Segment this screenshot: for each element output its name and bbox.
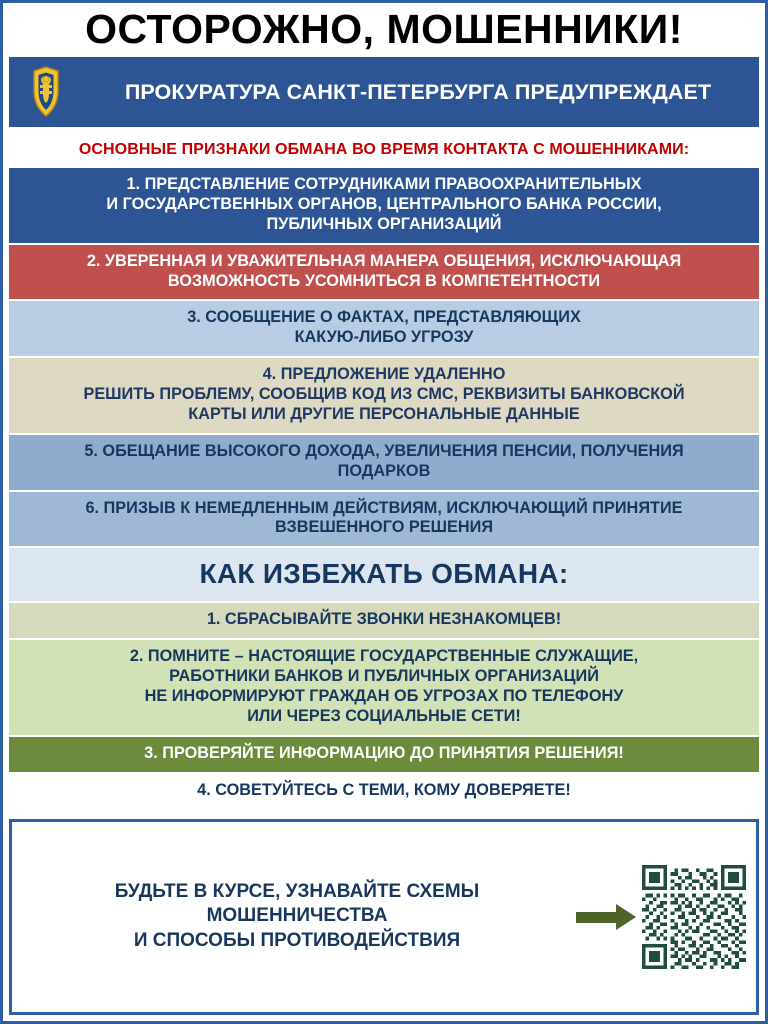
arrow-right-icon (576, 904, 638, 930)
footer-text (22, 880, 576, 954)
sign-line: 2. УВЕРЕННАЯ И УВАЖИТЕЛЬНАЯ МАНЕРА ОБЩЕНИЯ, ИСКЛЮЧАЮЩАЯ (86, 251, 682, 270)
footer-line-1: БУДЬТЕ В КУРСЕ, УЗНАВАЙТЕ СХЕМЫ МОШЕННИЧЕСТВА (114, 880, 480, 927)
sign-item-5 (9, 435, 759, 490)
tip-item-2 (9, 640, 759, 735)
sign-item-4 (9, 358, 759, 433)
tip-line: РАБОТНИКИ БАНКОВ И ПУБЛИЧНЫХ ОРГАНИЗАЦИЙ (169, 667, 599, 686)
sign-line: ПОДАРКОВ (337, 461, 431, 480)
sign-item-3 (9, 301, 759, 356)
tip-item-3 (9, 737, 759, 772)
tip-line: 4. СОВЕТУЙТЕСЬ С ТЕМИ, КОМУ ДОВЕРЯЕТЕ! (197, 780, 571, 799)
sign-item-1 (9, 168, 759, 243)
sign-item-6 (9, 492, 759, 547)
section-signs-subtitle: ОСНОВНЫЕ ПРИЗНАКИ ОБМАНА ВО ВРЕМЯ КОНТАКТА С МОШЕННИКАМИ: (78, 141, 690, 158)
header-bar (9, 57, 759, 127)
section-tips-heading: КАК ИЗБЕЖАТЬ ОБМАНА: (9, 548, 759, 601)
header-title: ПРОКУРАТУРА САНКТ-ПЕТЕРБУРГА ПРЕДУПРЕЖДАЕТ (124, 79, 712, 104)
tip-line: 3. ПРОВЕРЯЙТЕ ИНФОРМАЦИЮ ДО ПРИНЯТИЯ РЕШЕНИЯ! (144, 743, 624, 762)
sign-item-2 (9, 245, 759, 300)
qr-code-icon[interactable] (642, 865, 746, 969)
sign-line: 5. ОБЕЩАНИЕ ВЫСОКОГО ДОХОДА, УВЕЛИЧЕНИЯ ПЕНСИИ, ПОЛУЧЕНИЯ (84, 441, 684, 460)
sign-line: 4. ПРЕДЛОЖЕНИЕ УДАЛЕННО (262, 365, 506, 384)
sign-line: КАРТЫ ИЛИ ДРУГИЕ ПЕРСОНАЛЬНЫЕ ДАННЫЕ (188, 404, 580, 423)
tip-line: 2. ПОМНИТЕ – НАСТОЯЩИЕ ГОСУДАРСТВЕННЫЕ СЛУЖАЩИЕ, (129, 647, 639, 666)
tip-line: НЕ ИНФОРМИРУЮТ ГРАЖДАН ОБ УГРОЗАХ ПО ТЕЛЕФОНУ (144, 687, 624, 706)
sign-line: ВОЗМОЖНОСТЬ УСОМНИТЬСЯ В КОМПЕТЕНТНОСТИ (167, 271, 601, 290)
sign-line: 3. СООБЩЕНИЕ О ФАКТАХ, ПРЕДСТАВЛЯЮЩИХ (187, 308, 581, 327)
sign-line: 1. ПРЕДСТАВЛЕНИЕ СОТРУДНИКАМИ ПРАВООХРАНИТЕЛЬНЫХ (126, 175, 642, 193)
sign-line: ПУБЛИЧНЫХ ОРГАНИЗАЦИЙ (266, 214, 502, 233)
tip-line: 1. СБРАСЫВАЙТЕ ЗВОНКИ НЕЗНАКОМЦЕВ! (206, 610, 562, 629)
tip-line: ИЛИ ЧЕРЕЗ СОЦИАЛЬНЫЕ СЕТИ! (247, 706, 521, 725)
sign-line: И ГОСУДАРСТВЕННЫХ ОРГАНОВ, ЦЕНТРАЛЬНОГО БАНКА РОССИИ, (106, 194, 662, 213)
page-title: ОСТОРОЖНО, МОШЕННИКИ! (85, 6, 683, 52)
sign-line: РЕШИТЬ ПРОБЛЕМУ, СООБЩИВ КОД ИЗ СМС, РЕКВИЗИТЫ БАНКОВСКОЙ (83, 385, 685, 403)
prosecutor-emblem-icon (15, 61, 77, 123)
sign-line: ВЗВЕШЕННОГО РЕШЕНИЯ (274, 518, 494, 537)
sign-line: 6. ПРИЗЫВ К НЕМЕДЛЕННЫМ ДЕЙСТВИЯМ, ИСКЛЮЧАЮЩИЙ ПРИНЯТИЕ (85, 498, 683, 517)
footer-line-2: И СПОСОБЫ ПРОТИВОДЕЙСТВИЯ (133, 930, 461, 952)
tip-item-1 (9, 603, 759, 638)
sign-line: КАКУЮ-ЛИБО УГРОЗУ (294, 328, 474, 347)
tip-item-4 (9, 774, 759, 809)
footer-box (9, 819, 759, 1015)
